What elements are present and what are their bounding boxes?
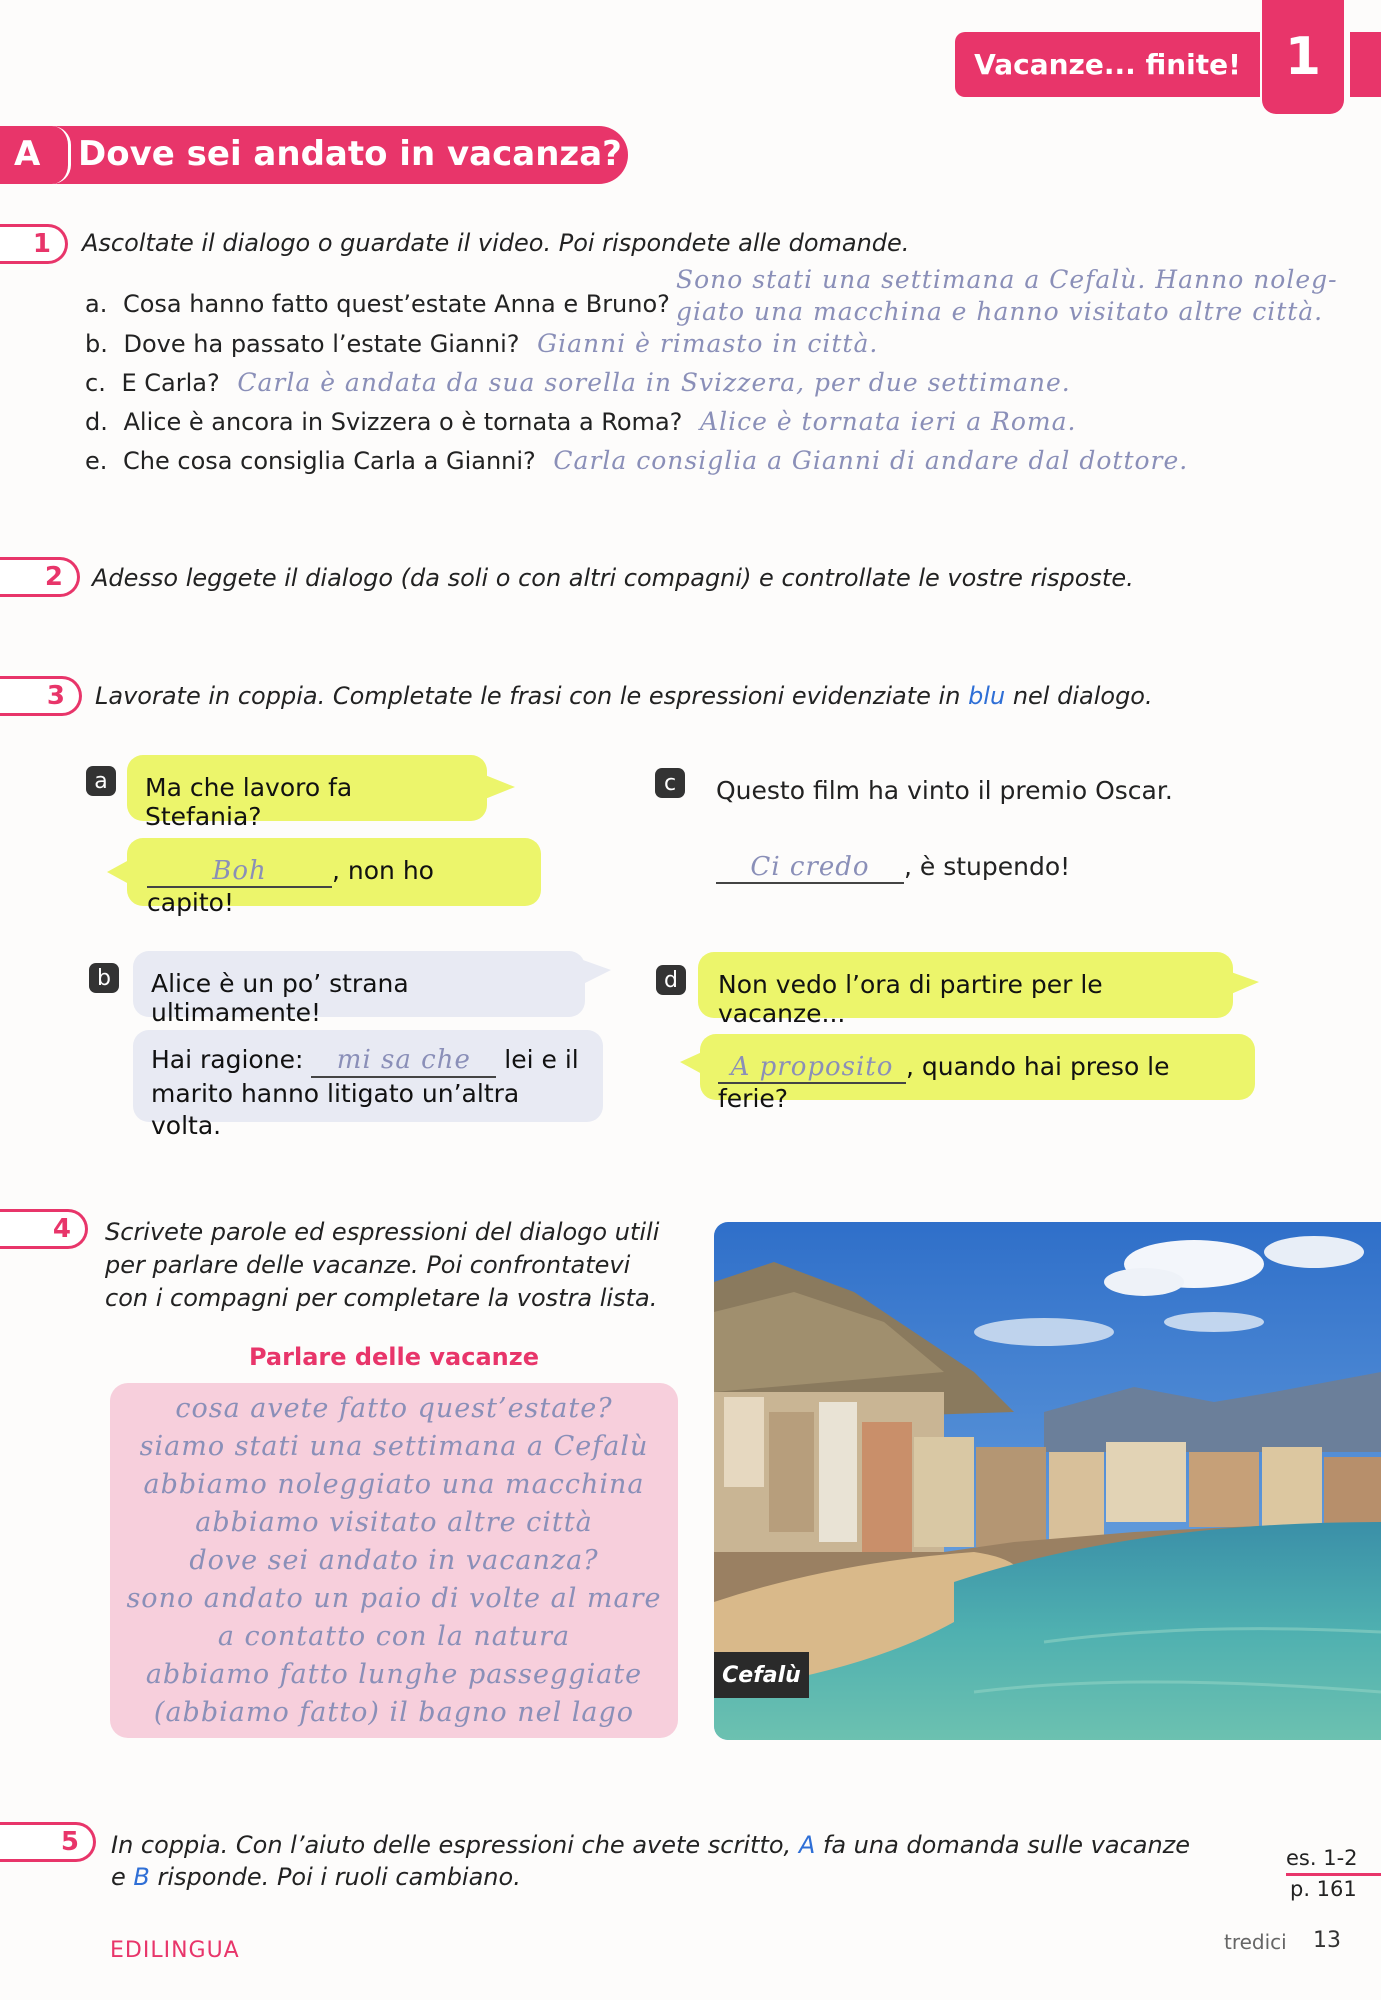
list-item: abbiamo noleggiato una macchina <box>143 1469 645 1500</box>
question-text: Alice è ancora in Svizzera o è tornata a Roma? <box>123 408 683 436</box>
item-b-badge: b <box>89 963 119 993</box>
ex1-question-b <box>85 329 878 358</box>
ex4-instruction-line: per parlare delle vacanze. Poi confrontatevi <box>105 1251 631 1279</box>
bubble-tail <box>680 1052 702 1074</box>
bubble-tail <box>583 960 611 984</box>
item-a-answer: Boh <box>212 856 267 886</box>
answer-text: Carla consiglia a Gianni di andare dal dottore. <box>553 446 1189 475</box>
item-c-blank[interactable] <box>716 852 904 884</box>
answer-text: Carla è andata da sua sorella in Svizzera, per due settimane. <box>237 368 1071 397</box>
item-c-badge: c <box>655 768 685 798</box>
item-d-blank[interactable] <box>718 1052 906 1084</box>
ex5-line2 <box>111 1861 1190 1893</box>
question-label: d. <box>85 408 108 436</box>
item-c-reply-rest: , è stupendo! <box>904 852 1071 881</box>
ex4-instruction-line: Scrivete parole ed espressioni del dialogo utili <box>105 1218 660 1246</box>
cefalu-photo-illustration <box>714 1222 1381 1740</box>
ex5-instruction <box>111 1829 1190 1893</box>
item-a-prompt: Ma che lavoro fa Stefania? <box>145 773 353 831</box>
item-b-reply-bubble <box>133 1030 603 1140</box>
bubble-tail <box>1231 972 1259 994</box>
list-item: siamo stati una settimana a Cefalù <box>139 1431 649 1462</box>
ex4-instruction <box>105 1216 665 1315</box>
ex1-question-d <box>85 407 1076 436</box>
ex5-text: fa una domanda sulle vacanze <box>822 1831 1191 1859</box>
ex4-instruction-line: con i compagni per completare la vostra lista. <box>105 1284 658 1312</box>
section-divider <box>52 126 71 184</box>
item-c-prompt: Questo film ha vinto il premio Oscar. <box>716 776 1173 805</box>
ex3-instruction-post: nel dialogo. <box>1012 682 1153 710</box>
item-d-reply-rest: , quando hai preso le ferie? <box>718 1052 1170 1113</box>
ex1-question-c <box>85 368 1071 397</box>
item-a-reply-rest: , non ho capito! <box>147 856 434 917</box>
list-item: cosa avete fatto quest’estate? <box>175 1393 613 1424</box>
answer-text: Alice è tornata ieri a Roma. <box>700 407 1077 436</box>
ex1-question-a <box>85 290 670 318</box>
ex5-line1 <box>111 1829 1190 1861</box>
question-label: e. <box>85 447 108 475</box>
item-c-answer: Ci credo <box>750 852 870 882</box>
ex1-question-e <box>85 446 1188 475</box>
chapter-title: Vacanze... finite! <box>974 48 1241 81</box>
question-text: Che cosa consiglia Carla a Gianni? <box>123 447 536 475</box>
chapter-number: 1 <box>1262 0 1344 114</box>
list-item: abbiamo fatto lunghe passeggiate <box>145 1659 643 1690</box>
question-text: Cosa hanno fatto quest’estate Anna e Bruno? <box>122 290 670 318</box>
bubble-tail <box>485 775 515 799</box>
ex5-number: 5 <box>0 1822 96 1862</box>
item-b-prompt-bubble <box>133 951 585 1027</box>
ex1-number: 1 <box>0 224 68 264</box>
chapter-edge-tab <box>1350 32 1381 97</box>
item-b-reply-pre: Hai ragione: <box>151 1045 304 1074</box>
reference-divider <box>1286 1873 1381 1876</box>
item-a-badge: a <box>86 766 116 796</box>
item-a-prompt-bubble <box>127 755 487 831</box>
item-b-reply-rest: lei e il <box>504 1045 579 1074</box>
ex3-instruction <box>95 682 1153 710</box>
list-item: a contatto con la natura <box>217 1621 571 1652</box>
item-d-answer: A proposito <box>730 1052 894 1082</box>
ex3-instruction-pre: Lavorate in coppia. Completate le frasi con le espressioni evidenziate in <box>95 682 961 710</box>
item-d-badge: d <box>656 965 686 995</box>
item-b-blank[interactable] <box>311 1044 496 1078</box>
publisher-logo: EDILINGUA <box>110 1938 240 1963</box>
ex1-answer-a-line1: Sono stati una settimana a Cefalù. Hanno noleg- <box>676 265 1338 294</box>
ex2-instruction: Adesso leggete il dialogo (da soli o con altri compagni) e controllate le vostre risposte. <box>92 564 1134 592</box>
vacation-expressions-list <box>110 1383 678 1738</box>
question-text: Dove ha passato l’estate Gianni? <box>123 330 520 358</box>
ex5-text: In coppia. Con l’aiuto delle espressioni che avete scritto, <box>111 1831 792 1859</box>
chapter-title-tag <box>955 32 1260 97</box>
item-d-prompt-bubble <box>698 952 1233 1028</box>
ex5-role-a: A <box>798 1831 816 1859</box>
item-a-reply-bubble <box>127 838 541 917</box>
ex3-instruction-blue: blu <box>968 682 1006 710</box>
list-item: dove sei andato in vacanza? <box>189 1545 599 1576</box>
ex5-role-b: B <box>133 1863 150 1891</box>
ex3-number: 3 <box>0 676 82 716</box>
cefalu-photo <box>714 1222 1381 1740</box>
question-label: c. <box>85 369 106 397</box>
ex1-instruction: Ascoltate il dialogo o guardate il video. Poi rispondete alle domande. <box>82 229 910 257</box>
list-title: Parlare delle vacanze <box>248 1343 539 1371</box>
ex5-text: e <box>111 1863 126 1891</box>
ex2-number: 2 <box>0 557 80 597</box>
item-b-answer: mi sa che <box>336 1045 471 1075</box>
item-b-prompt: Alice è un po’ strana ultimamente! <box>151 969 409 1027</box>
item-d-reply-bubble <box>700 1034 1255 1113</box>
ex1-answer-a-line2: giato una macchina e hanno visitato altre città. <box>676 297 1324 326</box>
list-item: sono andato un paio di volte al mare <box>126 1583 662 1614</box>
question-label: a. <box>85 290 108 318</box>
item-b-reply-line2: marito hanno litigato un’altra volta. <box>151 1079 520 1140</box>
photo-caption: Cefalù <box>714 1652 809 1698</box>
page-number: 13 <box>1313 1928 1341 1953</box>
page-word: tredici <box>1224 1930 1287 1954</box>
exercise-reference[interactable]: es. 1-2 <box>1286 1846 1358 1870</box>
item-a-blank[interactable] <box>147 856 332 888</box>
item-c-reply <box>716 852 1070 884</box>
section-header <box>0 126 628 184</box>
item-d-prompt: Non vedo l’ora di partire per le vacanze... <box>718 970 1103 1028</box>
section-letter: A <box>14 134 41 174</box>
page-reference[interactable]: p. 161 <box>1290 1877 1357 1901</box>
answer-text: Gianni è rimasto in città. <box>537 329 879 358</box>
list-item: (abbiamo fatto) il bagno nel lago <box>153 1697 635 1728</box>
section-title: Dove sei andato in vacanza? <box>78 134 622 174</box>
question-text: E Carla? <box>121 369 220 397</box>
bubble-tail <box>107 860 129 884</box>
list-item: abbiamo visitato altre città <box>195 1507 593 1538</box>
question-label: b. <box>85 330 108 358</box>
ex4-number: 4 <box>0 1209 88 1249</box>
ex5-text: risponde. Poi i ruoli cambiano. <box>157 1863 521 1891</box>
